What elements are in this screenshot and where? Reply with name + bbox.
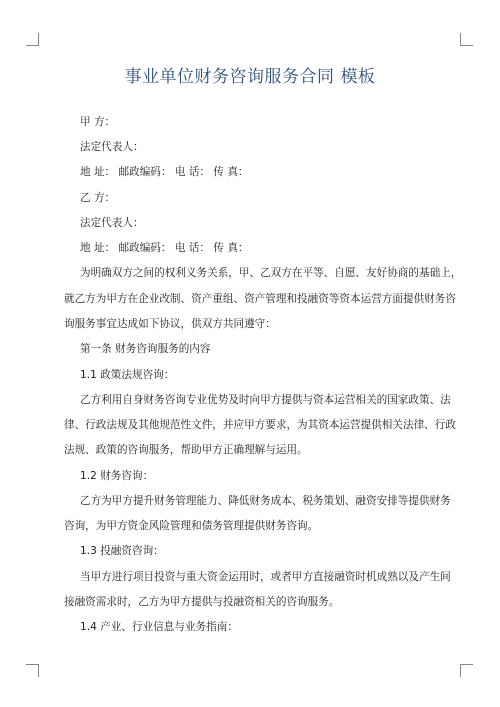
crop-mark-top-left — [26, 33, 39, 46]
party-a-representative-line: 法定代表人： — [80, 141, 144, 153]
body-line: 乙方为甲方提升财务管理能力、降低财务成本、税务策划、融资安排等提供财务 — [80, 495, 451, 507]
body-line: 接融资需求时，乙方为甲方提供与投融资相关的咨询服务。 — [64, 596, 340, 608]
preamble-line: 为明确双方之间的权利义务关系，甲、乙双方在平等、自愿、友好协商的基础上， — [80, 267, 462, 279]
preamble-line: 询服务事宜达成如下协议，供双方共同遵守： — [64, 318, 276, 330]
party-b-address-line: 地 址： 邮政编码： 电 话： 传 真： — [80, 242, 249, 254]
body-line: 乙方利用自身财务咨询专业优势及时向甲方提供与资本运营相关的国家政策、法 — [80, 394, 451, 406]
body-line: 当甲方进行项目投资与重大资金运用时，或者甲方直接融资时机成熟以及产生间 — [80, 571, 451, 583]
section-heading: 1.3 投融资咨询： — [80, 545, 164, 557]
section-heading: 1.2 财务咨询： — [80, 470, 154, 482]
party-b-line: 乙 方： — [80, 192, 116, 204]
party-a-address-line: 地 址： 邮政编码： 电 话： 传 真： — [80, 166, 249, 178]
document-title: 事业单位财务咨询服务合同 模板 — [124, 67, 376, 87]
body-line: 律、行政法规及其他规范性文件，并应甲方要求，为其资本运营提供相关法律、行政 — [64, 419, 456, 431]
section-heading: 1.1 政策法规咨询： — [80, 369, 175, 381]
preamble-line: 就乙方为甲方在企业改制、资产重组、资产管理和投融资等资本运营方面提供财务咨 — [64, 293, 456, 305]
party-a-line: 甲 方： — [80, 116, 116, 128]
party-b-representative-line: 法定代表人： — [80, 217, 144, 229]
body-line: 咨询，为甲方资金风险管理和债务管理提供财务咨询。 — [64, 520, 319, 532]
article-heading: 第一条 财务咨询服务的内容 — [80, 343, 211, 355]
body-line: 法规、政策的咨询服务，帮助甲方正确理解与运用。 — [64, 444, 308, 456]
crop-mark-bottom-left — [26, 664, 39, 677]
section-heading: 1.4 产业、行业信息与业务指南： — [80, 621, 238, 633]
crop-mark-bottom-right — [460, 664, 473, 677]
crop-mark-top-right — [460, 33, 473, 46]
